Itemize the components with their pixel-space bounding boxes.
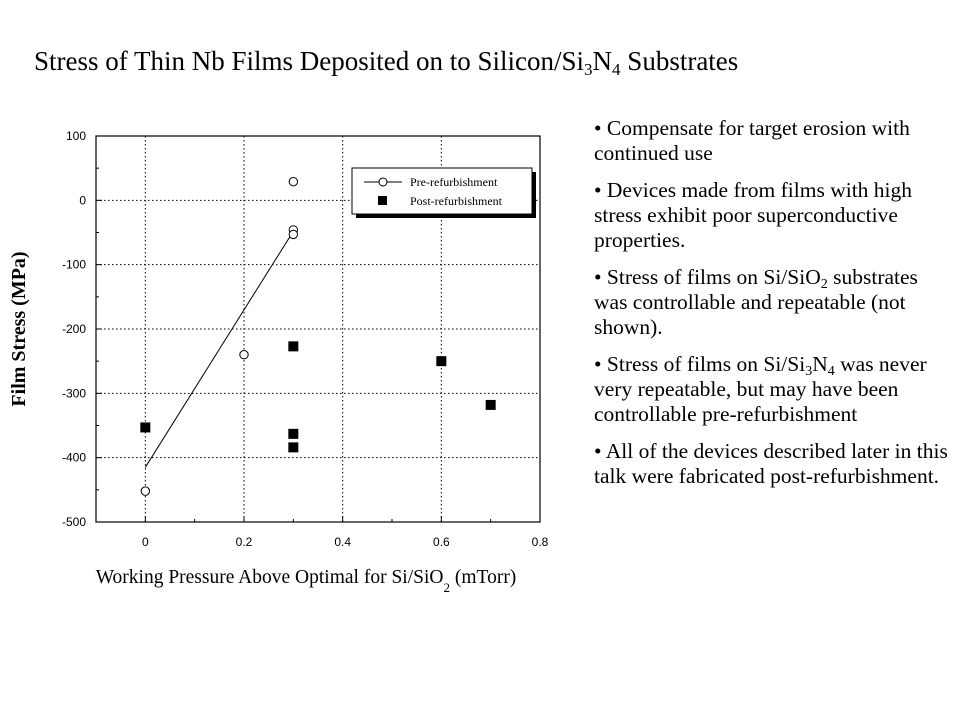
data-point-pre-refurbishment: [289, 177, 297, 185]
x-tick-label: 0.4: [334, 535, 352, 549]
title-subscript: 3: [584, 60, 593, 79]
x-axis-label-subscript: 2: [443, 580, 450, 595]
legend-label-post: Post-refurbishment: [410, 194, 502, 208]
fit-line-pre-refurbishment: [145, 231, 293, 467]
y-tick-label: -500: [61, 515, 86, 529]
bullet-item: [594, 116, 950, 166]
bullet-text: substrates was controllable and repeatable (not shown).: [594, 265, 918, 339]
bullet-subscript: 3: [805, 364, 813, 379]
bullet-text: • All of the devices described later in this talk were fabricated post-refurbishment.: [594, 439, 948, 488]
bullet-text: • Devices made from films with high stress exhibit poor superconductive properties.: [594, 178, 913, 252]
bullet-item: [594, 439, 950, 489]
title-text: N: [592, 46, 613, 76]
y-tick-label: -200: [61, 322, 86, 336]
legend-square-icon: [378, 196, 387, 205]
x-axis-label-text: Working Pressure Above Optimal for Si/SiO: [95, 567, 444, 588]
x-tick-label: 0: [141, 535, 149, 549]
bullet-text: • Compensate for target erosion with continued use: [594, 116, 910, 165]
bullet-item: [594, 178, 950, 253]
data-point-post-refurbishment: [140, 422, 150, 432]
bullet-list: [594, 116, 950, 501]
y-tick-label: 0: [79, 193, 86, 208]
data-point-post-refurbishment: [436, 356, 446, 366]
bullet-item: [594, 352, 950, 427]
bullet-text: • Stress of films on Si/SiO: [594, 265, 821, 289]
title-text: Stress of Thin Nb Films Deposited on to Silicon/Si: [34, 46, 585, 76]
y-tick-label: -400: [61, 450, 86, 465]
data-point-post-refurbishment: [486, 400, 496, 410]
bullet-subscript: 2: [820, 277, 828, 292]
bullet-item: [594, 265, 950, 340]
legend-circle-icon: [379, 178, 387, 186]
data-point-post-refurbishment: [288, 341, 298, 351]
x-axis-label: [96, 567, 517, 595]
x-tick-label: 0.6: [432, 535, 450, 549]
bullet-text: • Stress of films on Si/Si: [594, 352, 806, 376]
bullet-subscript: 4: [827, 364, 835, 379]
y-tick-label: 100: [65, 129, 86, 143]
data-point-post-refurbishment: [288, 442, 298, 452]
slide-title: [34, 46, 934, 77]
chart-svg: [0, 110, 580, 610]
title-text: Substrates: [620, 46, 739, 76]
data-point-post-refurbishment: [288, 429, 298, 439]
y-axis-label: Film Stress (MPa): [8, 251, 30, 407]
data-point-pre-refurbishment: [141, 487, 149, 495]
data-point-pre-refurbishment: [289, 230, 297, 238]
legend-label-pre: Pre-refurbishment: [410, 175, 498, 189]
y-tick-label: -100: [61, 257, 86, 272]
title-subscript: 4: [612, 60, 621, 79]
bullet-text: was never very repeatable, but may have been controllable pre-refurbishment: [594, 352, 927, 426]
y-tick-label: -300: [61, 386, 86, 401]
x-tick-label: 0.2: [235, 535, 253, 549]
stress-chart: [0, 110, 580, 610]
data-point-pre-refurbishment: [240, 351, 248, 359]
x-tick-label: 0.8: [531, 535, 549, 549]
bullet-text: N: [812, 352, 828, 376]
x-axis-label-text: (mTorr): [449, 567, 517, 588]
